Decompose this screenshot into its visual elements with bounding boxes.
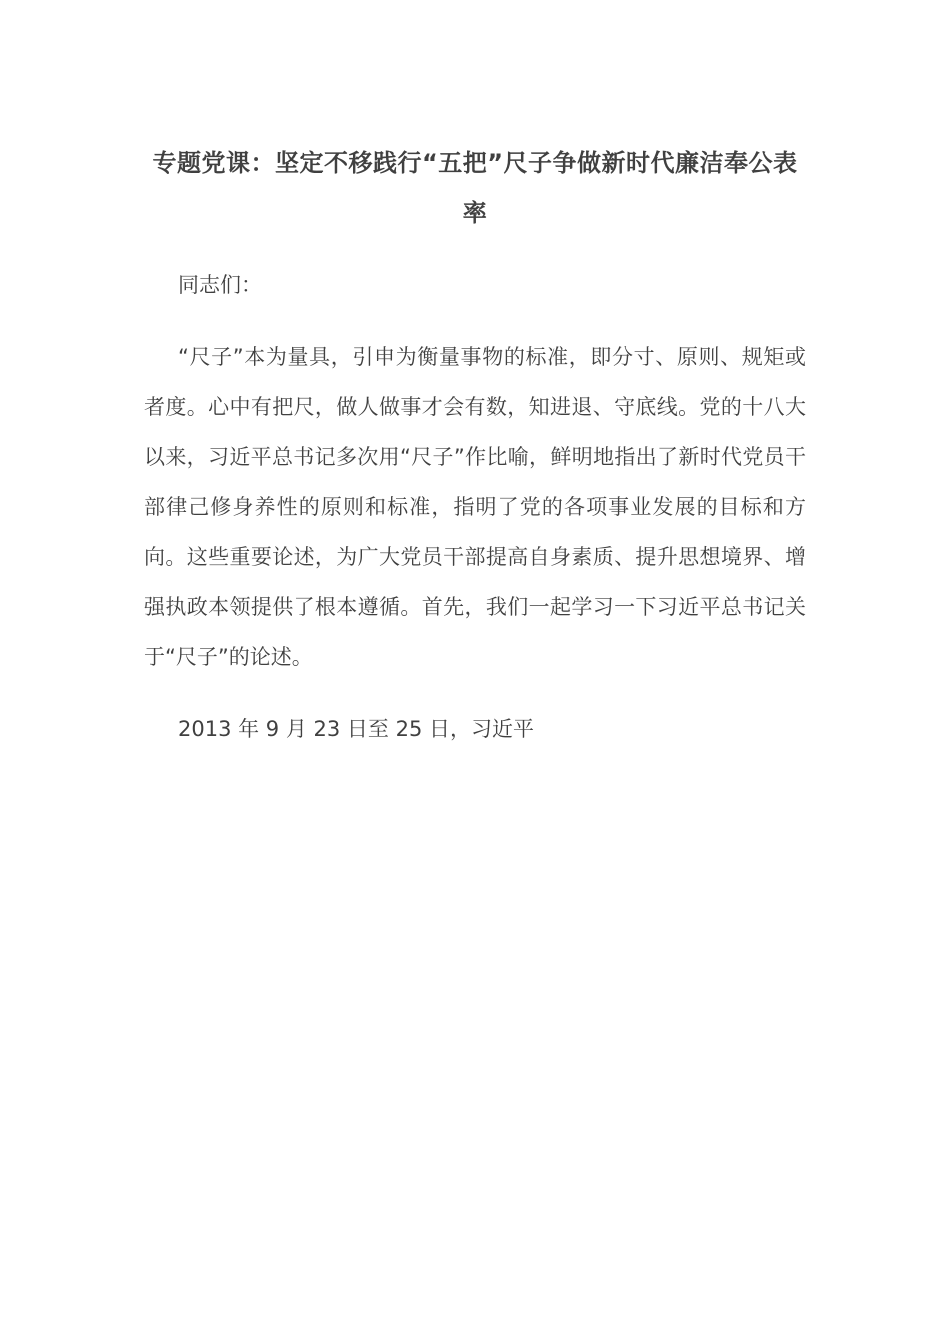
document-body (144, 138, 806, 754)
greeting-paragraph: 同志们： (178, 273, 262, 297)
body-paragraph: 2013 年 9 月 23 日至 25 日，习近平 (178, 717, 534, 741)
document-title: 专题党课：坚定不移践行“五把”尺子争做新时代廉洁奉公表率 (152, 149, 798, 227)
body-paragraph: “尺子”本为量具，引申为衡量事物的标准，即分寸、原则、规矩或者度。心中有把尺，做人做事才会有数，知进退、守底线。党的十八大以来，习近平总书记多次用“尺子”作比喻，鲜明地指出了新时代党员干部律己修身养性的原则和标准，指明了党的各项事业发展的目标和方向。这些重要论述，为广大党员干部提高自身素质、提升思想境界、增强执政本领提供了根本遵循。首先，我们一起学习一下习近平总书记关于“尺子”的论述。 (144, 345, 806, 669)
